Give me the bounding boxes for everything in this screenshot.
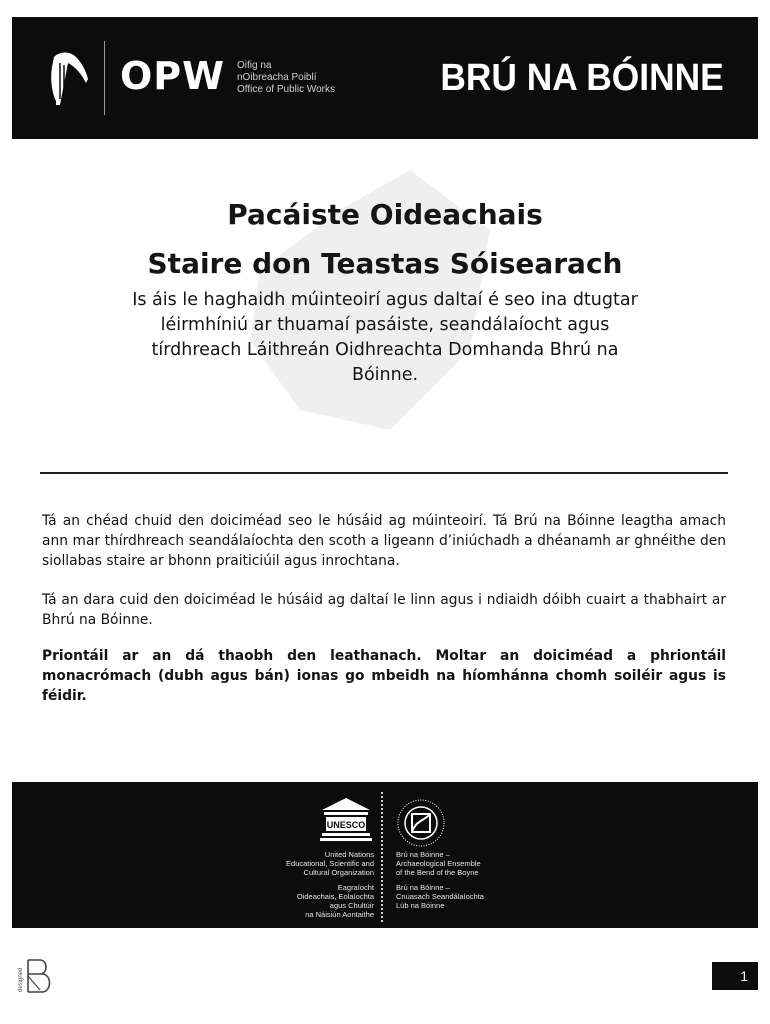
- unesco-logo-icon: [318, 796, 374, 842]
- unesco-name-en: [286, 850, 374, 877]
- footer-line: Brú na Bóinne –: [396, 850, 450, 859]
- agency-name: [237, 60, 335, 96]
- agency-line: Office of Public Works: [237, 84, 335, 95]
- world-heritage-emblem-icon: [396, 798, 446, 848]
- page-subtitle-title: Staire don Teastas Sóisearach: [147, 247, 623, 280]
- site-name-en: [396, 850, 481, 877]
- site-name: BRÚ NA BÓINNE: [440, 57, 724, 99]
- footer-line: Eagraíocht: [337, 883, 374, 892]
- footer-line: Brú na Bóinne –: [396, 883, 450, 892]
- footer-line: na Náisiún Aontaithe: [305, 910, 374, 919]
- unesco-wordmark: UNESCO: [326, 820, 366, 830]
- footer-dotted-divider: [381, 792, 386, 922]
- intro-text: Is áis le haghaidh múinteoirí agus daltaí é seo ina dtugtar léirmhíniú ar thuamaí pasáiste, seandálaíocht agus tírdhreach Láithreán Oidhreachta Domhanda Bhrú na Bóinne.: [132, 290, 638, 385]
- header-band: [12, 17, 758, 139]
- footer-line: Archaeological Ensemble: [396, 859, 481, 868]
- site-name-ga: [396, 883, 484, 910]
- opw-logo: OPW: [120, 54, 226, 98]
- page-title: Pacáiste Oideachais: [227, 198, 543, 231]
- footer-line: Oideachais, Eolaíochta: [296, 892, 374, 901]
- designer-logo-icon: [14, 956, 58, 996]
- print-instructions: Priontáil ar an dá thaobh den leathanach. Moltar an doiciméad a phriontáil monacrómach (dubh agus bán) ionas go mbeidh na híomhánna chomh soiléir agus is féidir.: [42, 648, 726, 704]
- footer-line: Cultural Organization: [303, 868, 374, 877]
- footer-line: Cnuasach Seandálaíochta: [396, 892, 484, 901]
- harp-emblem-icon: [46, 49, 92, 109]
- page-number: 1: [712, 962, 758, 990]
- agency-line: nOibreacha Poiblí: [237, 72, 317, 83]
- designer-mark-text: designed: [18, 967, 24, 992]
- footer-line: Lúb na Bóinne: [396, 901, 445, 910]
- body-paragraph: Tá an chéad chuid den doiciméad seo le húsáid ag múinteoirí. Tá Brú na Bóinne leagtha amach ann mar thírdhreach seandálaíochta den scoth a ligeann d’iniúchadh a dhéanamh ar ghnéithe den siollabas staire ar bhonn praiticiúil agus inrochtana.: [42, 513, 726, 569]
- footer-line: United Nations: [324, 850, 374, 859]
- footer-line: Educational, Scientific and: [286, 859, 374, 868]
- unesco-name-ga: [297, 883, 374, 919]
- footer-band: [12, 782, 758, 928]
- header-divider: [104, 41, 105, 115]
- footer-line: agus Chultúir: [329, 901, 374, 910]
- agency-line: Oifig na: [237, 60, 272, 71]
- footer-line: of the Bend of the Boyne: [396, 868, 479, 877]
- body-paragraph: Tá an dara cuid den doiciméad le húsáid ag daltaí le linn agus i ndiaidh dóibh cuairt a thabhairt ar Bhrú na Bóinne.: [42, 592, 726, 628]
- section-divider: [40, 472, 728, 474]
